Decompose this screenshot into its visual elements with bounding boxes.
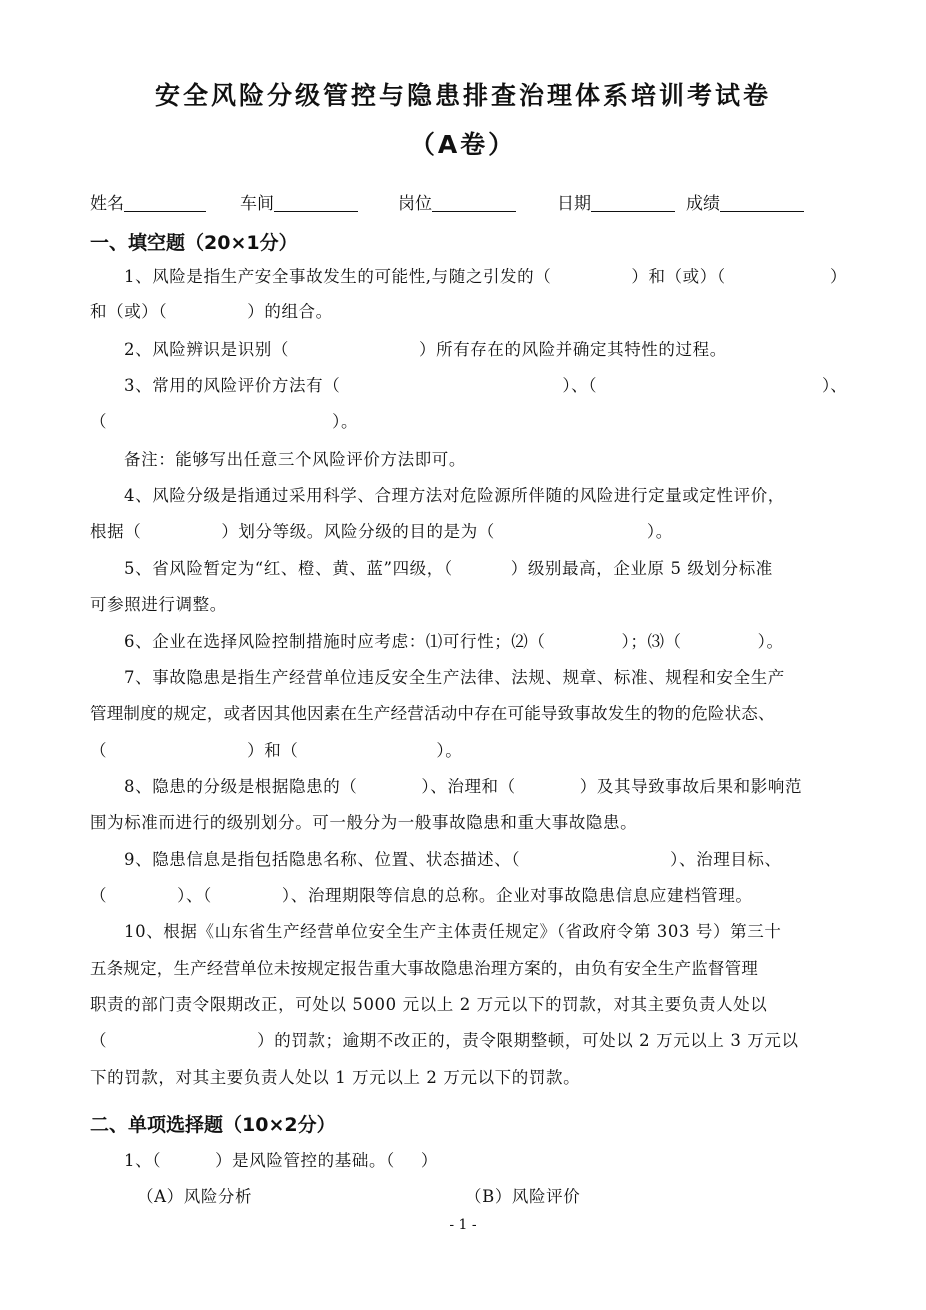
q8-line2: 围为标准而进行的级别划分。可一般分为一般事故隐患和重大事故隐患。 [90,813,638,832]
score-field [686,189,804,214]
q7-line2: 管理制度的规定，或者因其他因素在生产经营活动中存在可能导致事故发生的物的危险状态、 [90,704,775,723]
date-blank[interactable] [591,194,675,212]
mc-q1-text: 1、（ [124,1151,162,1170]
q10-line3: 职责的部门责令限期改正，可处以 5000 元以上 2 万元以下的罚款，对其主要负责人处以 [90,995,768,1014]
q8-line1 [124,773,802,797]
section2-heading: 二、单项选择题（10×2分） [90,1114,336,1136]
name-label: 姓名 [90,194,124,214]
q4-line2 [90,518,673,542]
q3-text: ）、（ [562,376,598,395]
exam-title: 安全风险分级管控与隐患排查治理体系培训考试卷 [154,81,771,110]
q4-text: ）划分等级。风险分级的目的是为（ [221,522,495,541]
q1-line2 [90,298,333,322]
page-number: - 1 - [449,1217,477,1233]
q3-paren: ）、 [822,376,847,395]
name-blank[interactable] [124,194,206,212]
q2-text: ）所有存在的风险并确定其特性的过程。 [419,340,727,359]
q4-text: ）。 [646,522,673,541]
exam-subtitle: （A卷） [409,130,517,159]
q10-text: ）的罚款；逾期不改正的，责令限期整顿，可处以 2 万元以上 3 万元以 [257,1031,799,1050]
q1-text: 和（或）（ [90,302,168,321]
mc-q1-line [124,1147,438,1171]
mc-q1-option-b[interactable]: （B）风险评价 [465,1187,581,1206]
q10-line5: 下的罚款，对其主要负责人处以 1 万元以上 2 万元以下的罚款。 [90,1068,581,1087]
q7-line1: 7、事故隐患是指生产经营单位违反安全生产法律、法规、规章、标准、规程和安全生产 [124,668,785,687]
q3-line2 [90,408,358,432]
q1-line1 [124,263,726,287]
q4-line1: 4、风险分级是指通过采用科学、合理方法对危险源所伴随的风险进行定量或定性评价， [124,486,785,505]
q7-text: ）。 [436,741,463,760]
q8-text: ）、治理和（ [421,777,516,796]
q1-paren: ） [830,267,847,286]
q10-line1: 10、根据《山东省生产经营单位安全生产主体责任规定》（省政府令第 303 号）第三十 [124,922,782,941]
q9-line1 [124,846,782,870]
q10-line2: 五条规定，生产经营单位未按规定报告重大事故隐患治理方案的，由负有安全生产监督管理 [90,959,758,978]
q6-line [124,628,784,652]
q10-line4 [90,1027,799,1051]
q9-text: ）、治理期限等信息的总称。企业对事故隐患信息应建档管理。 [281,886,753,905]
q6-text: ）；⑶（ [621,632,682,651]
q1-text: ）和（或）（ [631,267,726,286]
q3-text: （ [90,412,108,431]
q9-text: ）、治理目标、 [670,850,782,869]
q8-text: 8、隐患的分级是根据隐患的（ [124,777,358,796]
position-field [398,189,516,214]
workshop-blank[interactable] [274,194,358,212]
workshop-label: 车间 [240,194,274,214]
score-label: 成绩 [686,194,720,214]
workshop-field [240,189,358,214]
q6-text: 6、企业在选择风险控制措施时应考虑：⑴可行性；⑵（ [124,632,546,651]
q5-line1 [124,555,773,579]
mc-q1-text: ）是风险管控的基础。（ [215,1151,395,1170]
q10-text: （ [90,1031,108,1050]
date-field [557,189,675,214]
q4-text: 根据（ [90,522,142,541]
q5-line2: 可参照进行调整。 [90,595,227,614]
q3-text: ）。 [332,412,359,431]
q1-text: ）的组合。 [247,302,333,321]
q3-line1 [124,372,597,396]
q7-text: （ [90,741,108,760]
q8-text: ）及其导致事故后果和影响范 [579,777,803,796]
q3-text: 3、常用的风险评价方法有（ [124,376,341,395]
mc-q1-option-a[interactable]: （A）风险分析 [137,1187,253,1206]
section1-heading: 一、填空题（20×1分） [90,232,298,254]
position-blank[interactable] [432,194,516,212]
q3-note: 备注：能够写出任意三个风险评价方法即可。 [124,450,466,469]
name-field [90,189,206,214]
q5-text: 5、省风险暂定为“红、橙、黄、蓝”四级，（ [124,559,453,578]
q5-text: ）级别最高，企业原 5 级划分标准 [510,559,773,578]
score-blank[interactable] [720,194,804,212]
mc-q1-text: ） [420,1151,439,1170]
q9-line2 [90,882,752,906]
q7-text: ）和（ [247,741,299,760]
q9-text: （ [90,886,108,905]
date-label: 日期 [557,194,591,214]
q2-line [124,336,727,360]
q6-text: ）。 [757,632,784,651]
q9-text: 9、隐患信息是指包括隐患名称、位置、状态描述、（ [124,850,521,869]
q2-text: 2、风险辨识是识别（ [124,340,289,359]
q7-line3 [90,737,462,761]
position-label: 岗位 [398,194,432,214]
q1-text: 1、风险是指生产安全事故发生的可能性,与随之引发的（ [124,267,552,286]
q9-text: ）、（ [177,886,212,905]
